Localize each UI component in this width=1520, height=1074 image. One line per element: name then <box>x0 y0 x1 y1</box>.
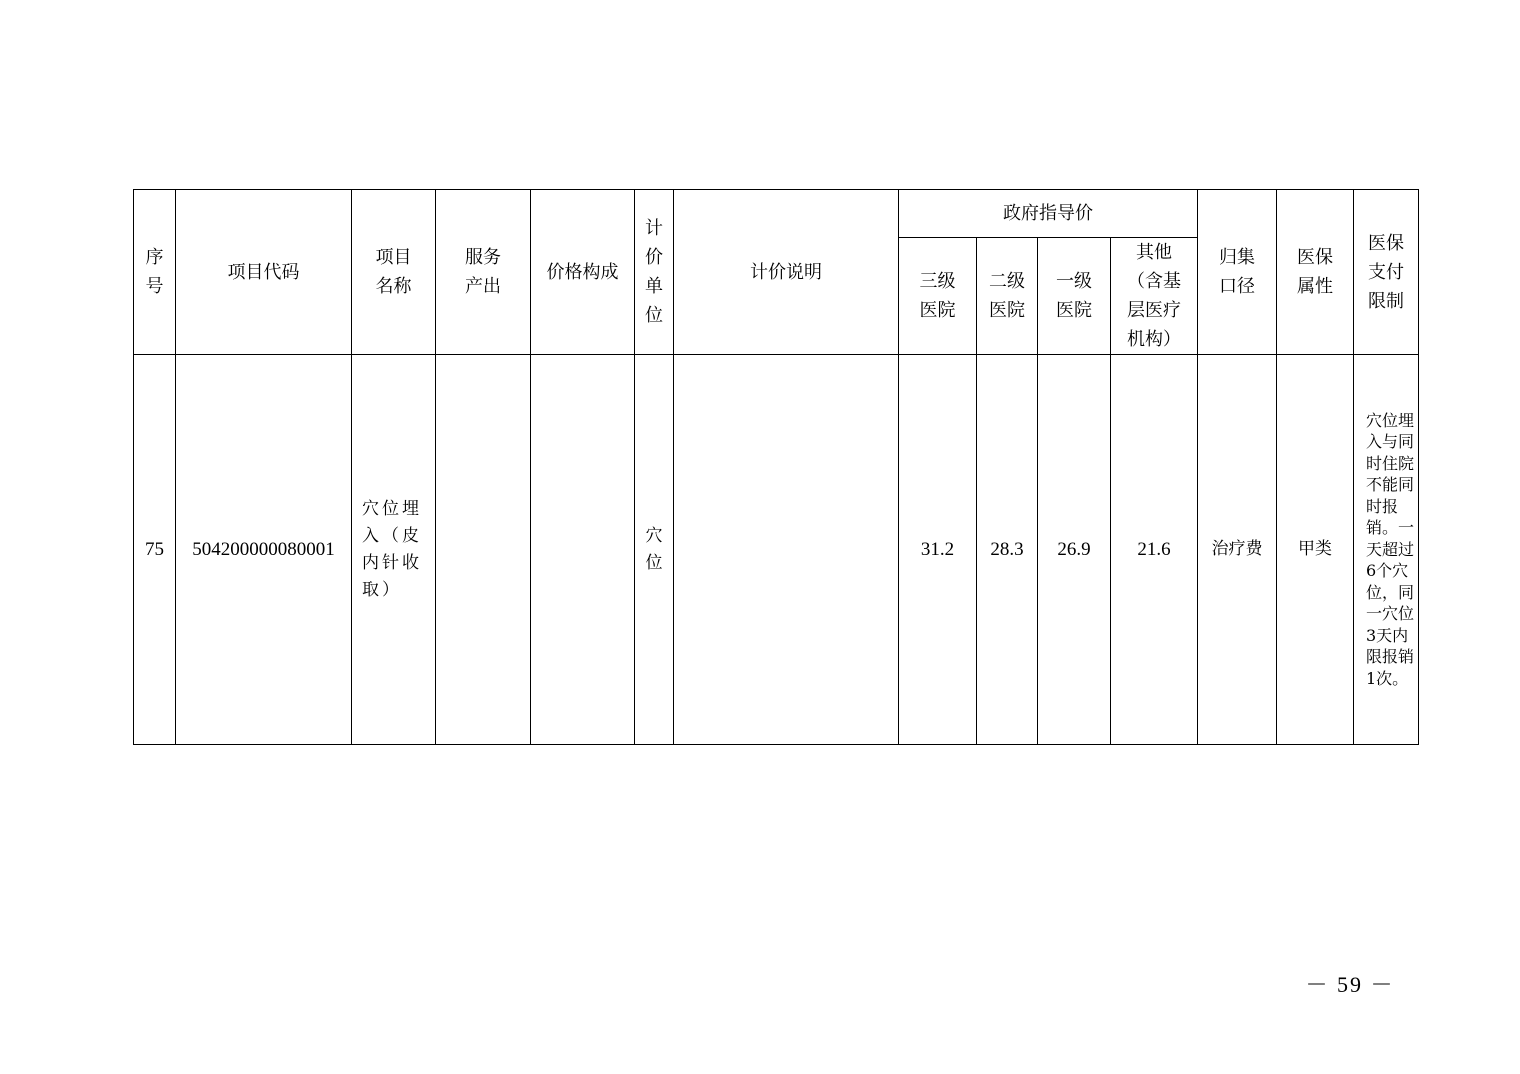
cell-seq: 75 <box>134 355 176 745</box>
header-other: 其他 （含基 层医疗 机构） <box>1111 238 1198 355</box>
cell-unit: 穴 位 <box>635 355 674 745</box>
cell-insurance-type: 甲类 <box>1277 355 1354 745</box>
header-name: 项目 名称 <box>352 190 436 355</box>
cell-name: 穴位埋入（皮内针收取） <box>352 355 436 745</box>
cell-insurance-limit: 穴位埋入与同时住院不能同时报销。一天超过6个穴位，同一穴位3天内限报销1次。 <box>1354 355 1419 745</box>
header-seq: 序 号 <box>134 190 176 355</box>
header-unit: 计 价 单 位 <box>635 190 674 355</box>
header-composition: 价格构成 <box>531 190 635 355</box>
header-level1: 一级 医院 <box>1038 238 1111 355</box>
cell-category: 治疗费 <box>1198 355 1277 745</box>
header-gov-price: 政府指导价 <box>899 190 1198 238</box>
header-code: 项目代码 <box>176 190 352 355</box>
cell-composition <box>531 355 635 745</box>
cell-description <box>674 355 899 745</box>
header-level2: 二级 医院 <box>977 238 1038 355</box>
cell-code: 504200000080001 <box>176 355 352 745</box>
header-insurance-type: 医保 属性 <box>1277 190 1354 355</box>
cell-output <box>436 355 531 745</box>
header-row-1 <box>134 190 1419 238</box>
cell-level2: 28.3 <box>977 355 1038 745</box>
cell-level3: 31.2 <box>899 355 977 745</box>
header-insurance-limit: 医保 支付 限制 <box>1354 190 1419 355</box>
table-row <box>134 355 1419 745</box>
cell-other: 21.6 <box>1111 355 1198 745</box>
page-number: － 59 － <box>1305 972 1395 997</box>
header-category: 归集 口径 <box>1198 190 1277 355</box>
header-output: 服务 产出 <box>436 190 531 355</box>
cell-level1: 26.9 <box>1038 355 1111 745</box>
price-table <box>133 189 1419 745</box>
header-level3: 三级 医院 <box>899 238 977 355</box>
header-description: 计价说明 <box>674 190 899 355</box>
